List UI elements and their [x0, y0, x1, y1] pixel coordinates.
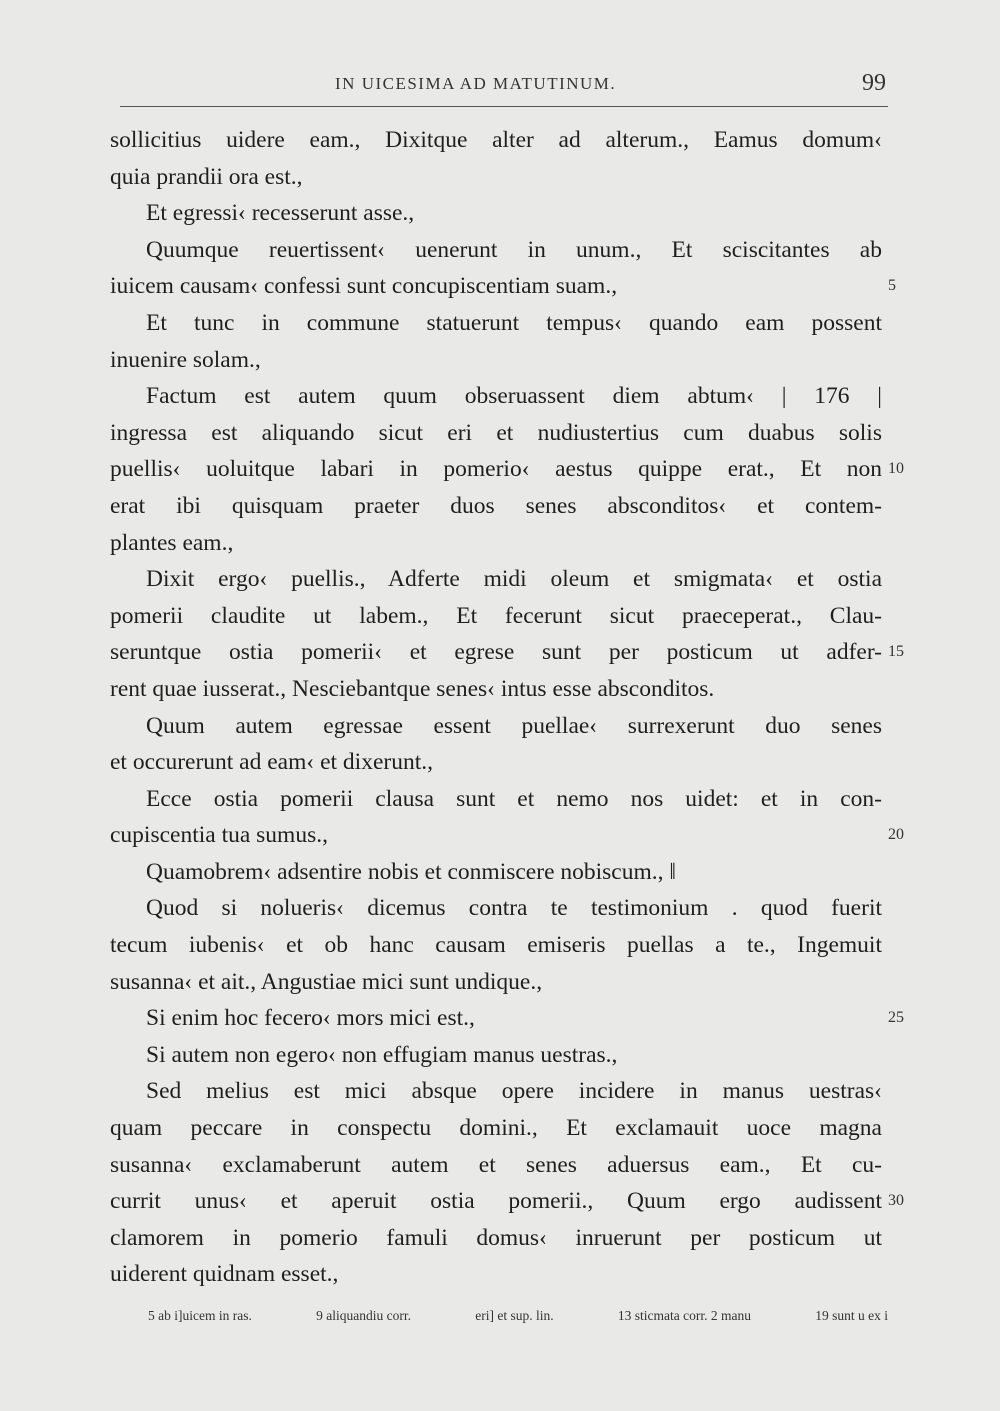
text-line: rent quae iusserat., Nesciebantque senes‹ intus esse absconditos. [110, 675, 715, 702]
text-line: quam peccare in conspectu domini., Et exclamauit uoce magna [110, 1115, 882, 1142]
footnote: 13 sticmata corr. 2 manu [617, 1308, 751, 1323]
text-line: inuenire solam., [110, 346, 261, 373]
text-line: Quumque reuertissent‹ uenerunt in unum., Et sciscitantes ab [146, 236, 882, 263]
text-line: Quod si nolueris‹ dicemus contra te testimonium . quod fuerit [146, 895, 882, 922]
text-line: susanna‹ et ait., Angustiae mici sunt undique., [110, 968, 543, 995]
margin-line-number: 20 [888, 826, 904, 844]
text-line: quia prandii ora est., [110, 163, 303, 190]
text-line: pomerii claudite ut labem., Et fecerunt sicut praeceperat., Clau- [110, 602, 882, 629]
footnote: 9 aliquandiu corr. [316, 1308, 411, 1323]
text-line: currit unus‹ et aperuit ostia pomerii., Quum ergo audissent [110, 1188, 882, 1215]
page-number: 99 [862, 70, 886, 96]
footnote: 5 ab i]uicem in ras. [148, 1308, 252, 1323]
footnotes [148, 1308, 888, 1324]
text-line: tecum iubenis‹ et ob hanc causam emiseris puellas a te., Ingemuit [110, 932, 882, 959]
text-line: et occurerunt ad eam‹ et dixerunt., [110, 749, 433, 776]
page-header [120, 70, 888, 104]
text-line: Quamobrem‹ adsentire nobis et conmiscere nobiscum., ‖ [146, 858, 676, 885]
text-line: sollicitius uidere eam., Dixitque alter ad alterum., Eamus domum‹ [110, 127, 882, 153]
text-line: Si enim hoc fecero‹ mors mici est., [146, 1005, 475, 1032]
text-line: ingressa est aliquando sicut eri et nudiustertius cum duabus solis [110, 419, 882, 446]
footnote: eri] et sup. lin. [475, 1308, 554, 1323]
text-line: Et egressi‹ recesserunt asse., [146, 200, 415, 227]
text-line: Sed melius est mici absque opere incidere in manus uestras‹ [146, 1078, 882, 1105]
header-rule [120, 106, 888, 107]
text-line: clamorem in pomerio famuli domus‹ inruerunt per posticum ut [110, 1224, 882, 1251]
text-line: Dixit ergo‹ puellis., Adferte midi oleum et smigmata‹ et ostia [146, 566, 882, 593]
text-line: puellis‹ uoluitque labari in pomerio‹ aestus quippe erat., Et non [110, 456, 882, 483]
text-line: erat ibi quisquam praeter duos senes absconditos‹ et contem- [110, 492, 882, 519]
margin-line-number: 30 [888, 1192, 904, 1210]
text-line: Ecce ostia pomerii clausa sunt et nemo nos uidet: et in con- [146, 785, 882, 812]
margin-line-number: 15 [888, 643, 904, 661]
running-title: IN UICESIMA AD MATUTINUM. [335, 74, 617, 93]
text-line: Quum autem egressae essent puellae‹ surrexerunt duo senes [146, 712, 882, 739]
text-line: Et tunc in commune statuerunt tempus‹ quando eam possent [146, 309, 882, 336]
text-line: seruntque ostia pomerii‹ et egrese sunt per posticum ut adfer- [110, 639, 882, 666]
text-line: Factum est autem quum obseruassent diem abtum‹ | 176 | [146, 383, 882, 410]
text-line: susanna‹ exclamaberunt autem et senes aduersus eam., Et cu- [110, 1151, 882, 1178]
text-line: uiderent quidnam esset., [110, 1261, 339, 1288]
footnote: 19 sunt u ex i [815, 1308, 888, 1323]
body-text [110, 122, 882, 1293]
text-line: iuicem causam‹ confessi sunt concupiscentiam suam., [110, 273, 618, 300]
margin-line-number: 5 [888, 277, 896, 295]
text-line: Si autem non egero‹ non effugiam manus uestras., [146, 1041, 618, 1068]
margin-line-number: 25 [888, 1009, 904, 1027]
margin-line-number: 10 [888, 460, 904, 478]
text-line: plantes eam., [110, 529, 234, 556]
text-line: cupiscentia tua sumus., [110, 822, 328, 849]
